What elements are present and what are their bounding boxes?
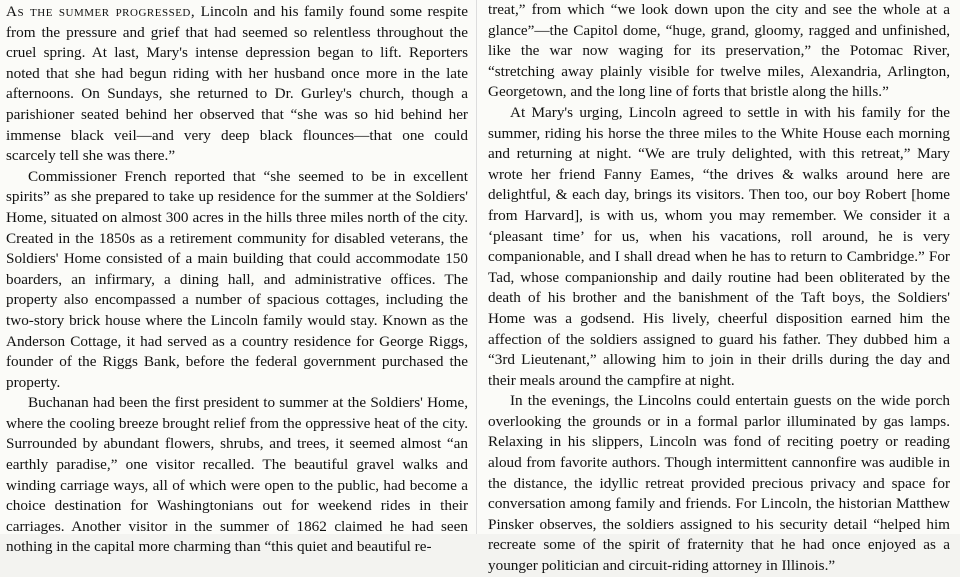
paragraph: At Mary's urging, Lincoln agreed to settle in with his family for the summer, riding his horse the three miles to the White House each morning and returning at night. “We are truly delighted, with this retreat,” Mary wrote her friend Fanny Eames, “the drives & walks around here are delightful, & each day, brings its visitors. Then too, our boy Robert [home from Harvard], is with us, whom you may remember. We consider it a ‘pleasant time’ for us, when his vacations, roll around, he is very companionable, and I shall dread when he has to return to Cambridge.” For Tad, whose companionship and daily routine had been obliterated by the death of his brother and the banishment of the Taft boys, the Soldiers' Home was a godsend. His lively, cheerful disposition earned him the affection of the soldiers assigned to guard his father. They dubbed him a “3rd Lieutenant,” allowing him to join in their drills during the day and their meals around the campfire at night. — [488, 103, 950, 389]
paragraph: Commissioner French reported that “she seemed to be in excellent spirits” as she prepared to take up residence for the summer at the Soldiers' Home, situated on almost 300 acres in the hills three miles north of the city. Created in the 1850s as a retirement community for disabled veterans, the Soldiers' Home consisted of a main building that could accommodate 150 boarders, an infirmary, a dining hall, and administrative offices. The property also encompassed a number of spacious cottages, including the two-story brick house where the Lincoln family would stay. Known as the Anderson Cottage, it had served as a country residence for George Riggs, founder of the Riggs Bank, before the federal government purchased the property. — [6, 167, 468, 391]
paragraph: treat,” from which “we look down upon the city and see the whole at a glance”—the Capitol dome, “huge, grand, gloomy, ragged and unfinished, like the war now waging for its preservation,” the Potomac River, “stretching away plainly visible for twelve miles, Alexandria, Arlington, Georgetown, and the long line of forts that bristle along the hills.” — [488, 1, 950, 101]
left-column — [6, 2, 468, 558]
paragraph: In the evenings, the Lincolns could entertain guests on the wide porch overlooking the grounds or in a formal parlor illuminated by gas lamps. Relaxing in his slippers, Lincoln was fond of reciting poetry or reading aloud from favorite authors. Though intermittent cannonfire was audible in the distance, the idyllic retreat provided precious privacy and space for conversation among family and friends. For Lincoln, the historian Matthew Pinsker observes, the soldiers assigned to his security detail “helped him recreate some of the spirit of fraternity that he had once enjoyed as a younger politician and circuit-riding attorney in Illinois.” — [488, 392, 950, 575]
column-gutter — [476, 0, 477, 534]
lead-in: As the summer progressed, — [6, 3, 196, 20]
paragraph-text: Lincoln and his family found some respite from the pressure and grief that had seemed so relentless throughout the cruel spring. At last, Mary's intense depression began to lift. Reporters noted that she had begun riding with her husband once more in the late afternoons. On Sundays, she returned to Dr. Gurley's church, though a parishioner seated behind her observed that “she was so hid behind her immense black veil—and very deep black flounces—that one could scarcely tell she was there.” — [6, 3, 468, 165]
paragraph: Buchanan had been the first president to summer at the Soldiers' Home, where the cooling breeze brought relief from the oppressive heat of the city. Surrounded by abundant flowers, shrubs, and trees, it seemed almost “an earthly paradise,” one visitor recalled. The beautiful gravel walks and winding carriage ways, all of which were open to the public, had become a choice destination for Washingtonians out for weekend rides in their carriages. Another visitor in the summer of 1862 claimed he had seen nothing in the capital more charming than “this quiet and beautiful re- — [6, 394, 468, 556]
paragraph — [6, 2, 468, 167]
right-column — [488, 0, 950, 577]
